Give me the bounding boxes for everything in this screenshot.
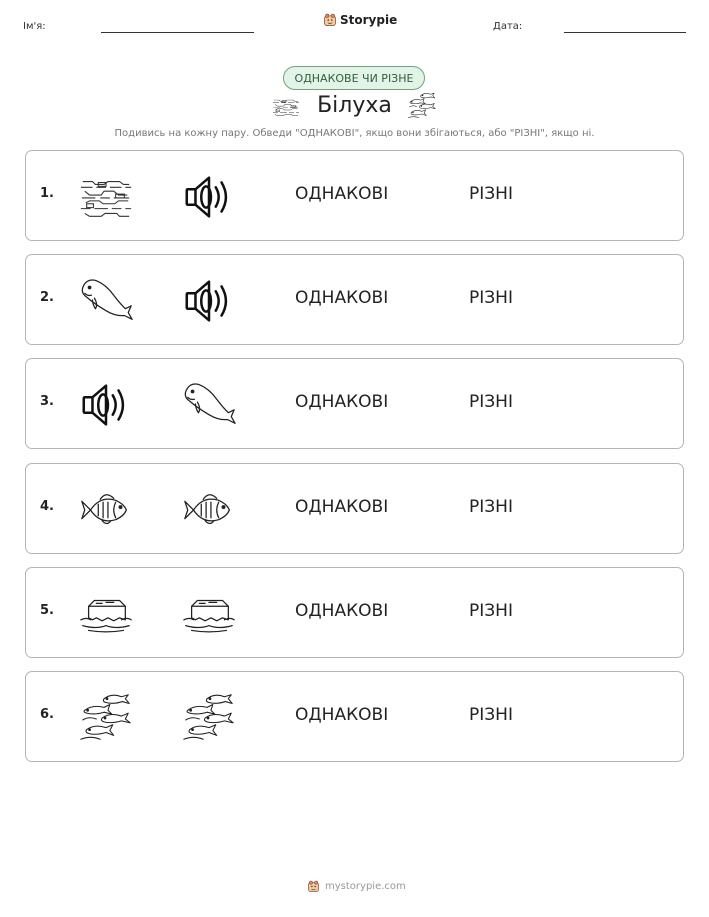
date-label: Дата: bbox=[493, 21, 523, 32]
exercise-row bbox=[25, 254, 684, 345]
row-number: 3. bbox=[40, 394, 54, 409]
different-option[interactable]: РІЗНІ bbox=[469, 601, 513, 621]
speaker-icon bbox=[180, 168, 238, 226]
brand-name: Storypie bbox=[340, 13, 398, 27]
fish-icon bbox=[77, 481, 135, 539]
ice-texture-icon bbox=[77, 168, 135, 226]
row-number: 5. bbox=[40, 603, 54, 618]
different-option[interactable]: РІЗНІ bbox=[469, 392, 513, 412]
different-option[interactable]: РІЗНІ bbox=[469, 288, 513, 308]
exercise-row bbox=[25, 463, 684, 554]
footer bbox=[307, 880, 406, 893]
name-label: Ім'я: bbox=[23, 21, 46, 32]
beluga-pod-icon bbox=[180, 689, 238, 747]
page-title: Білуха bbox=[317, 93, 392, 118]
exercise-row bbox=[25, 567, 684, 658]
storypie-mascot-icon bbox=[307, 880, 320, 893]
date-line[interactable] bbox=[564, 32, 686, 33]
beluga-icon bbox=[77, 272, 135, 330]
storypie-logo bbox=[323, 13, 397, 27]
beluga-icon bbox=[180, 376, 238, 434]
exercise-row bbox=[25, 671, 684, 762]
storypie-mascot-icon bbox=[323, 13, 337, 27]
beluga-pod-icon bbox=[405, 90, 439, 122]
footer-url: mystorypie.com bbox=[325, 881, 406, 892]
row-number: 4. bbox=[40, 499, 54, 514]
same-option[interactable]: ОДНАКОВІ bbox=[295, 601, 389, 621]
same-option[interactable]: ОДНАКОВІ bbox=[295, 392, 389, 412]
speaker-icon bbox=[77, 376, 135, 434]
different-option[interactable]: РІЗНІ bbox=[469, 705, 513, 725]
same-option[interactable]: ОДНАКОВІ bbox=[295, 288, 389, 308]
same-option[interactable]: ОДНАКОВІ bbox=[295, 705, 389, 725]
ice-floe-icon bbox=[180, 585, 238, 643]
instructions: Подивись на кожну пару. Обведи "ОДНАКОВІ", якщо вони збігаються, або "РІЗНІ", якщо ні. bbox=[114, 128, 595, 139]
different-option[interactable]: РІЗНІ bbox=[469, 184, 513, 204]
name-line[interactable] bbox=[101, 32, 254, 33]
different-option[interactable]: РІЗНІ bbox=[469, 497, 513, 517]
row-number: 6. bbox=[40, 707, 54, 722]
speaker-icon bbox=[180, 272, 238, 330]
exercise-row bbox=[25, 358, 684, 449]
same-option[interactable]: ОДНАКОВІ bbox=[295, 184, 389, 204]
row-number: 1. bbox=[40, 186, 54, 201]
beluga-pod-icon bbox=[77, 689, 135, 747]
exercise-row bbox=[25, 150, 684, 241]
same-option[interactable]: ОДНАКОВІ bbox=[295, 497, 389, 517]
activity-badge: ОДНАКОВЕ ЧИ РІЗНЕ bbox=[283, 66, 425, 90]
fish-icon bbox=[180, 481, 238, 539]
row-number: 2. bbox=[40, 290, 54, 305]
ice-floe-icon bbox=[77, 585, 135, 643]
